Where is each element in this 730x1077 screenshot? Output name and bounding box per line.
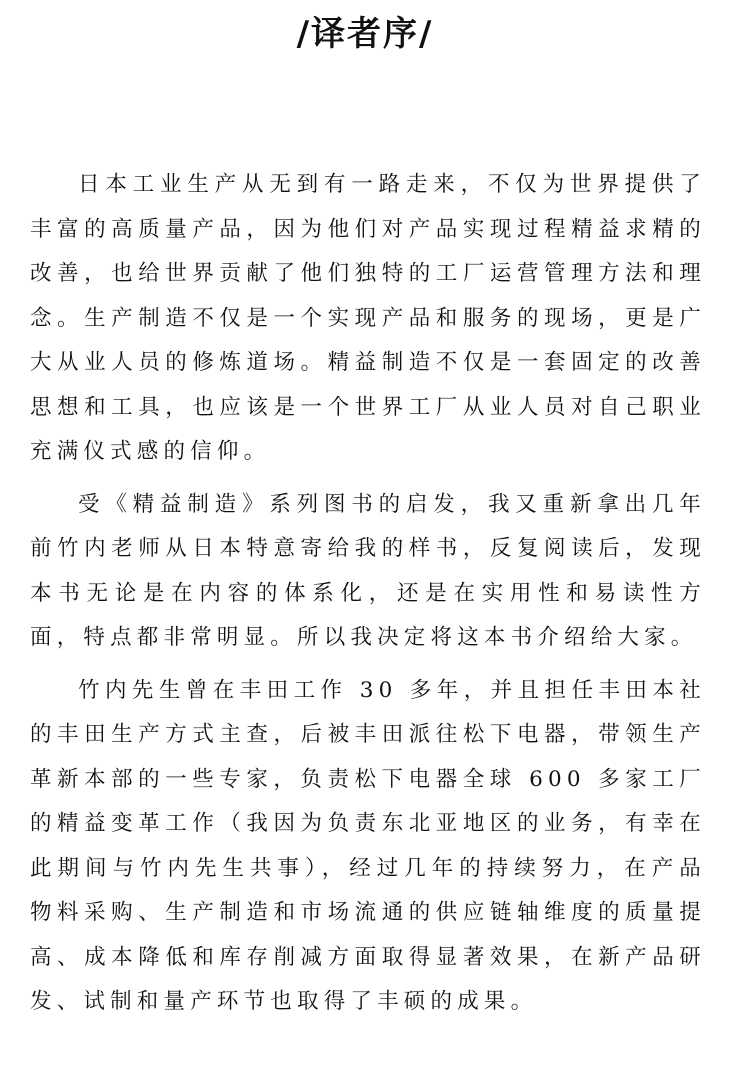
paragraph-1: 日本工业生产从无到有一路走来，不仅为世界提供了丰富的高质量产品，因为他们对产品实现过程精益求精的改善，也给世界贡献了他们独特的工厂运营管理方法和理念。生产制造不仅是一个实现产品和服务的现场，更是广大从业人员的修炼道场。精益制造不仅是一套固定的改善思想和工具，也应该是一个世界工厂从业人员对自己职业充满仪式感的信仰。 (30, 172, 706, 464)
paragraph-2: 受《精益制造》系列图书的启发，我又重新拿出几年前竹内老师从日本特意寄给我的样书，反复阅读后，发现本书无论是在内容的体系化，还是在实用性和易读性方面，特点都非常明显。所以我决定将这本书介绍给大家。 (30, 491, 706, 650)
page-title: /译者序/ (296, 14, 434, 54)
body-text (30, 163, 706, 1033)
paragraph-3: 竹内先生曾在丰田工作 30 多年，并且担任丰田本社的丰田生产方式主查，后被丰田派往松下电器，带领生产革新本部的一些专家，负责松下电器全球 600 多家工厂的精益变革工作（我因为负责东北亚地区的业务，有幸在此期间与竹内先生共事），经过几年的持续努力，在产品物料采购、生产制造和市场流通的供应链轴维度的质量提高、成本降低和库存削减方面取得显著效果，在新产品研发、试制和量产环节也取得了丰硕的成果。 (30, 677, 706, 1014)
